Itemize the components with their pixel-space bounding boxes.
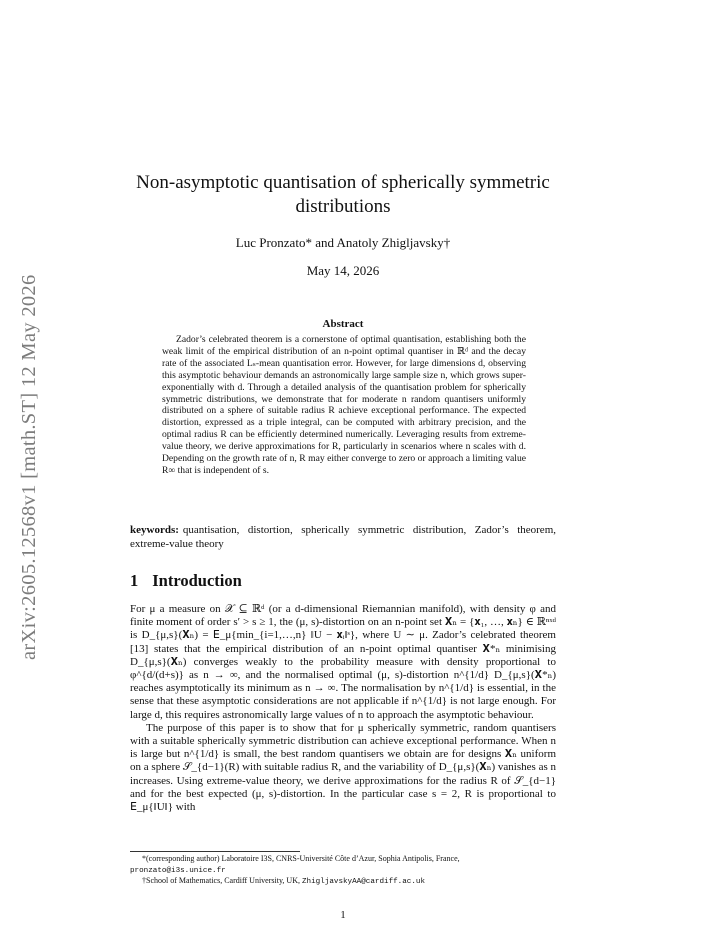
paper-date: May 14, 2026: [306, 263, 380, 278]
section-heading: [130, 571, 556, 591]
intro-paragraph-2: The purpose of this paper is to show that for μ spherically symmetric, random quantisers with a suitable spherically symmetric distribution can achieve exceptional performance. When n is large but n^{1/d} is small, the best random quantisers we obtain are for designs 𝐗ₙ uniform on a sphere 𝒮_{d−1}(R) with suitable radius R, and the variability of D_{μ,s}(𝐗ₙ) vanishes as n increases. Using extreme-value theory, we derive approximations for the radius R of 𝒮_{d−1} and for the best expected (μ, s)-distortion. In the particular case s = 2, R is proportional to 𝖤_μ{‖U‖} with: [130, 721, 556, 814]
introduction-body: [130, 603, 556, 814]
abstract-text: Zador’s celebrated theorem is a cornerstone of optimal quantisation, establishing both the weak limit of the empirical distribution of an n-point optimal quantiser in ℝᵈ and the decay rate of the associated Lₛ-mean quantisation error. However, for large dimensions d, observing this asymptotic behaviour demands an astronomically large sample size n, which grows super-exponentially with d. Through a detailed analysis of the quantisation problem for spherically symmetric distributions, we demonstrate that for moderate n random quantisers uniformly distributed on a sphere of suitable radius R achieve exceptional performance. The expected distortion, expressed as a triple integral, can be computed with arbitrary precision, and the optimal radius R can be efficiently determined numerically. Leveraging results from extreme-value theory, we derive approximations for R, particularly in scenarios where n scales with d. Depending on the growth rate of n, R may either converge to zero or approach a limiting value R∞ that is independent of s.: [162, 334, 526, 476]
author-line: Luc Pronzato* and Anatoly Zhigljavsky†: [235, 235, 451, 250]
abstract-heading: Abstract: [322, 318, 364, 330]
footnotes: [130, 854, 556, 888]
email-link-pronzato[interactable]: pronzato@i3s.unice.fr: [130, 866, 226, 875]
keywords-block: [130, 523, 556, 551]
section-number: 1: [130, 571, 139, 590]
section-title: Introduction: [152, 571, 242, 590]
paper-title: Non-asymptotic quantisation of spherically symmetric distributions: [136, 172, 550, 217]
page-number: 1: [340, 909, 346, 921]
arxiv-identifier-stamp: arXiv:2605.12568v1 [math.ST] 12 May 2026: [18, 274, 40, 660]
keywords-text: quantisation, distortion, spherically symmetric distribution, Zador’s theorem, extreme-value theory: [130, 524, 556, 550]
intro-paragraph-1: For μ a measure on 𝒳 ⊆ ℝᵈ (or a d-dimensional Riemannian manifold), with density φ and finite moment of order s′ > s ≥ 1, the (μ, s)-distortion on an n-point set 𝐗ₙ = {𝐱₁, …, 𝐱ₙ} ∈ ℝⁿˣᵈ is D_{μ,s}(𝐗ₙ) = 𝖤_μ{min_{i=1,…,n} ‖U − 𝐱ᵢ‖ˢ}, where U ∼ μ. Zador’s celebrated theorem [13] states that the empirical distribution of an n-point optimal quantiser 𝐗*ₙ minimising D_{μ,s}(𝐗ₙ) converges weakly to the probability measure with density proportional to φ^{d/(d+s)} as n → ∞, and the normalised optimal (μ, s)-distortion n^{1/d} D_{μ,s}(𝐗*ₙ) reaches asymptotically its minimum as n → ∞. The normalisation by n^{1/d} is essential, in the sense that these asymptotic considerations are not applicable if n^{1/d} is not large enough. For large d, this requires astronomically large values of n to approach the asymptotic behaviour.: [130, 603, 556, 721]
email-link-zhigljavsky[interactable]: ZhigljavskyAA@cardiff.ac.uk: [301, 878, 426, 886]
footnote-divider: [130, 851, 300, 852]
footnote-second-author: †School of Mathematics, Cardiff University, UK, ZhigljavskyAA@cardiff.ac.uk: [142, 876, 426, 886]
abstract-body: [162, 334, 526, 477]
keywords-label: keywords:: [130, 524, 179, 536]
footnote-corresponding-author: *(corresponding author) Laboratoire I3S, CNRS-Université Côte d’Azur, Sophia Antipolis, France, pronzato@i3s.unice.fr: [130, 854, 460, 875]
